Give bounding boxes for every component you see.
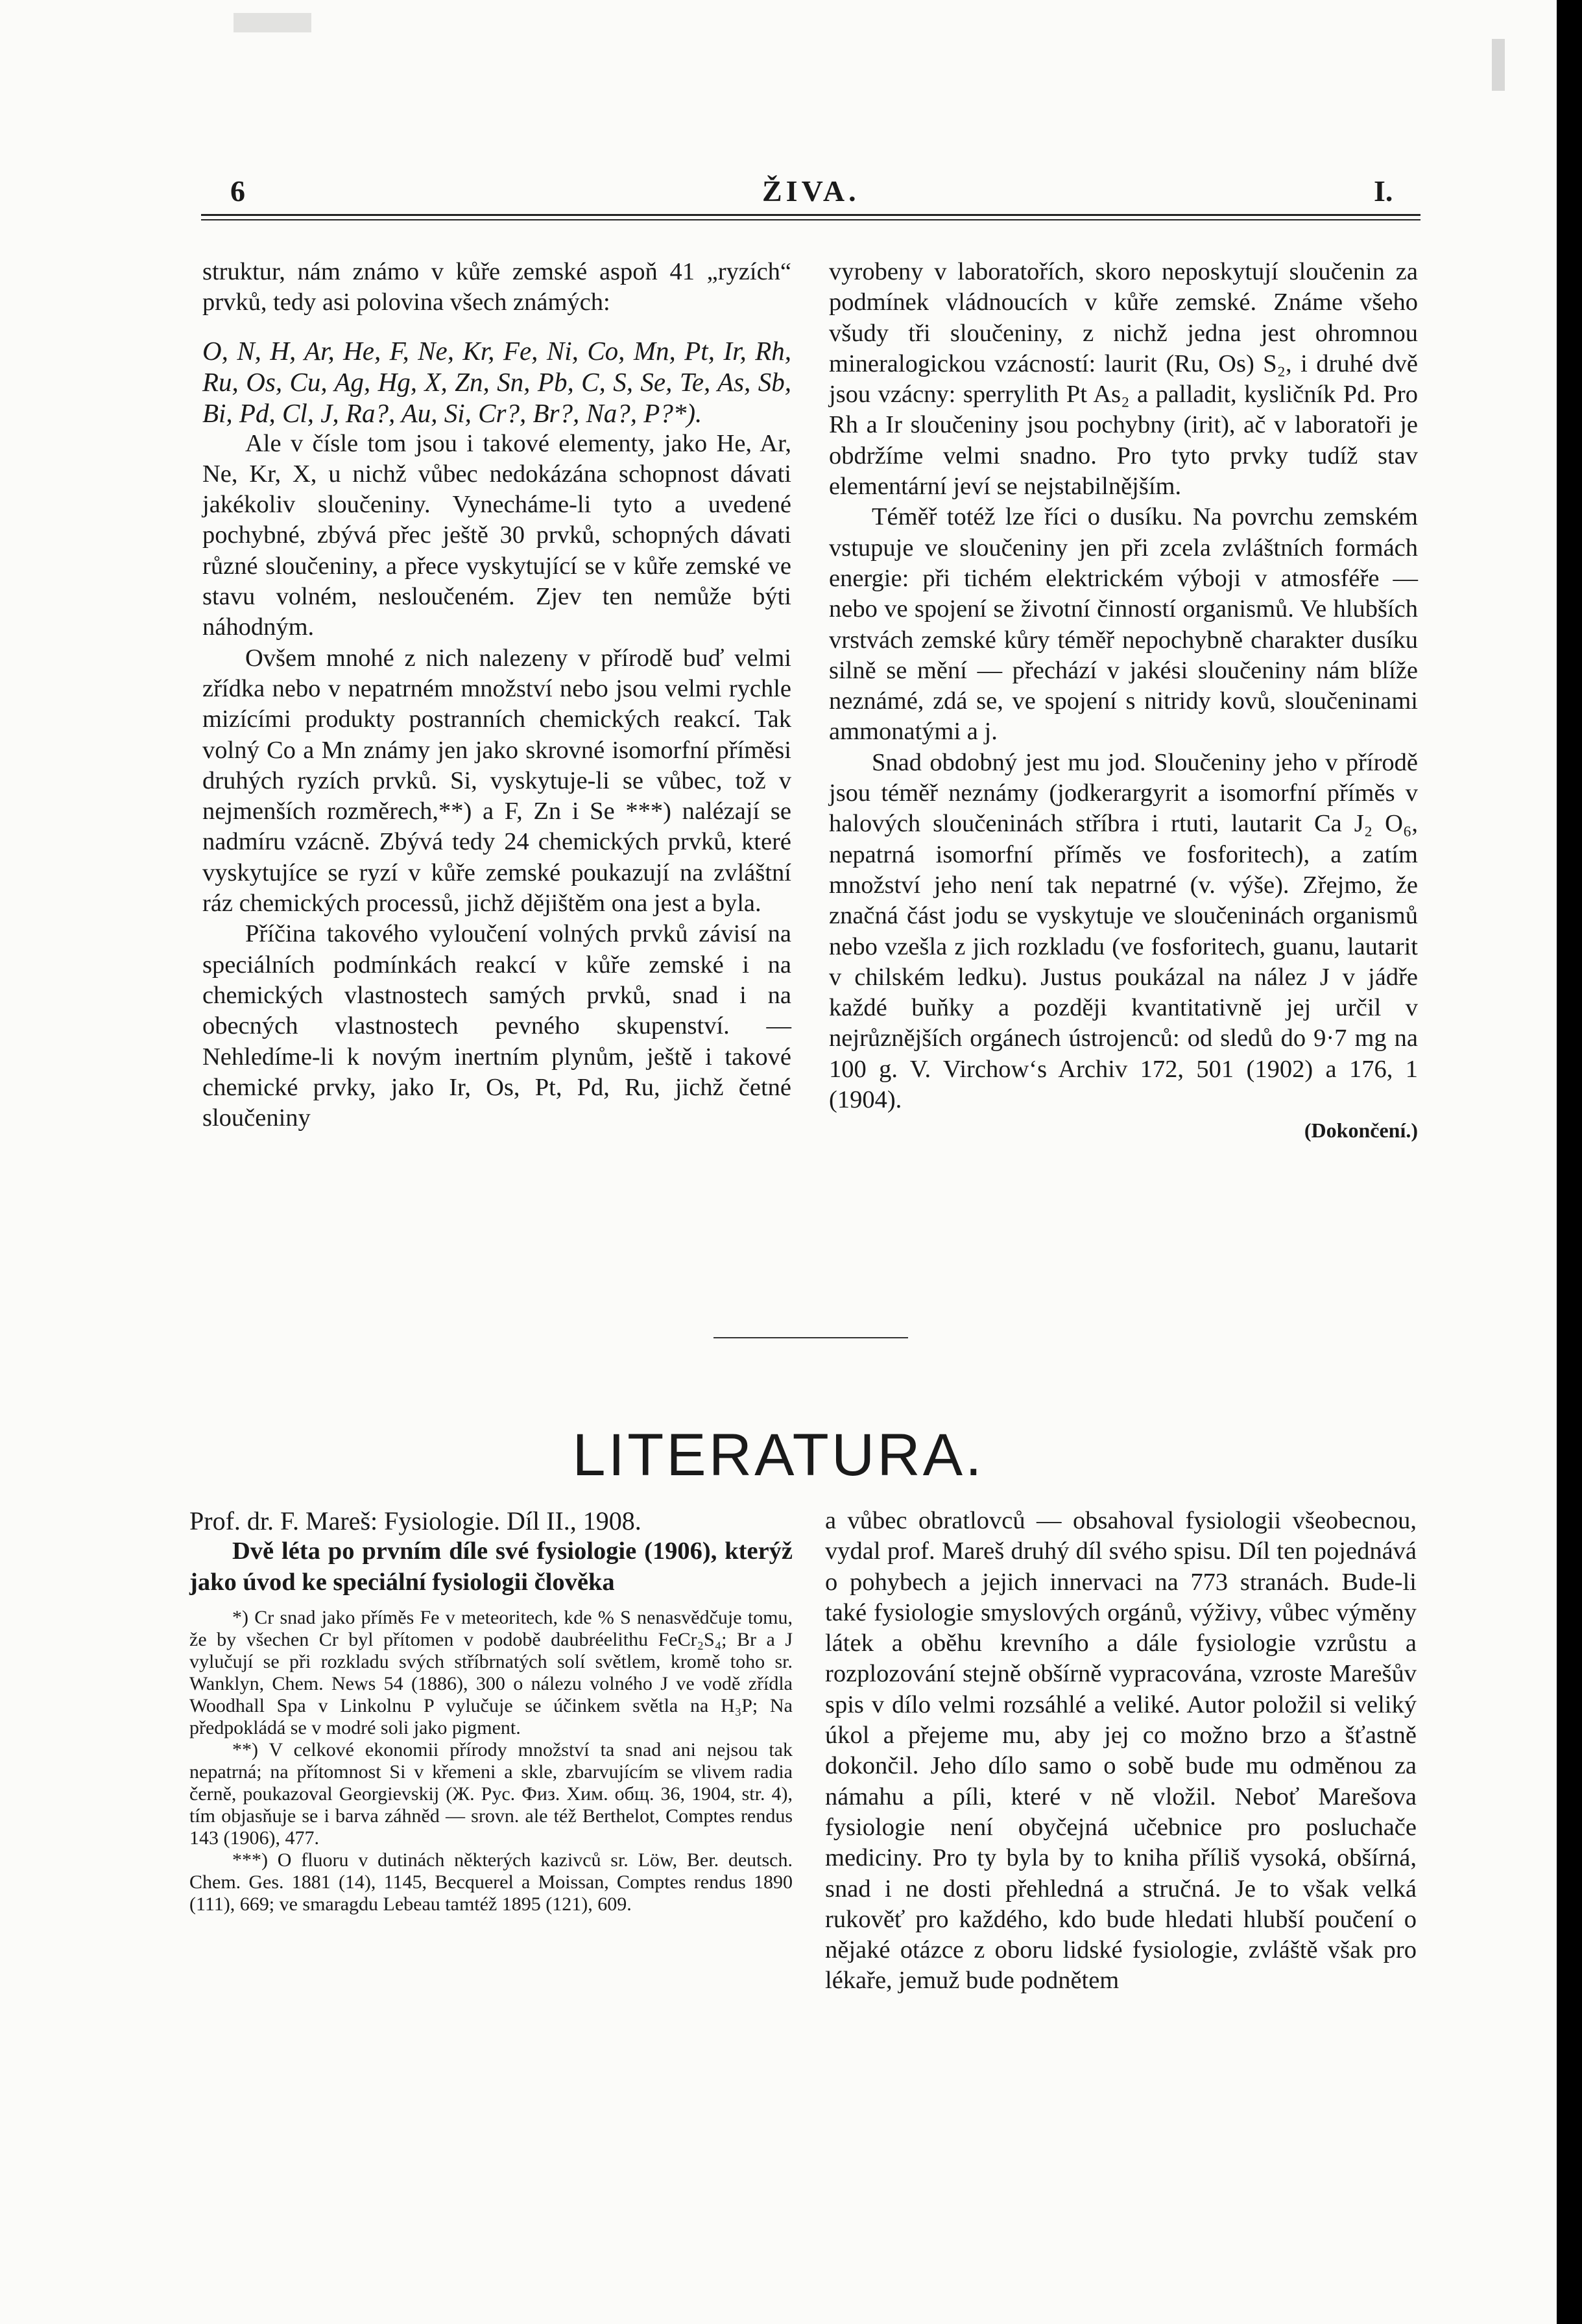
paragraph: Dvě léta po prvním díle své fysiologie (1906), kterýž jako úvod ke speciální fysiologii člověka [189, 1537, 793, 1596]
section-title: LITERATURA. [572, 1422, 985, 1488]
footnote: *) Cr snad jako příměs Fe v meteoritech, kde % S nenasvědčuje tomu, že by všechen Cr byl přítomen v podobě daubréelithu FeCr₂S₄; Br a J vylučují se při rozkladu svých stříbrnatých solí světlem, kromě toho sr. Wanklyn, Chem. News 54 (1886), 300 o nálezu volného J ve vodě zřídla Woodhall Spa v Linkolnu P vylučuje se účinkem světla na H₃P; Na předpokládá se v modré soli jako pigment. [189, 1606, 793, 1738]
review-left-column [189, 1506, 793, 1915]
paragraph: Téměř totéž lze říci o dusíku. Na povrchu zemském vstupuje ve sloučeniny jen při zcela zvláštních formách energie: při tichém elektrickém výboji v atmosféře — nebo ve spojení se životní činností organismů. Ve hlubších vrstvách zemské kůry téměř nepochybně charakter dusíku silně se mění — přechází v jakési sloučeniny nám blíže neznámé, zdá se, ve spojení s nitridy kovů, sloučeninami ammonatými a j. [829, 503, 1418, 746]
footnotes [189, 1607, 793, 1915]
paragraph: Snad obdobný jest mu jod. Sloučeniny jeho v přírodě jsou téměř neznámy (jodkerargyrit a isomorfní příměs v halových sloučeninách stříbra i rtuti, lautarit Ca J₂ O₆, nepatrná isomorfní příměs ve fosforitech), a zatím množství jeho není tak nepatrné (v. výše). Zřejmo, že značná část jodu se vyskytuje ve sloučeninách organismů nebo vzešla z jich rozkladu (ve fosforitech, guanu, lautarit v chilském ledku). Justus poukázal na nález J v jádře každé buňky a později kvantitativně jej určil v nejrůznějších orgánech ústrojenců: od sledů do 9·7 mg na 100 g. V. Virchow‘s Archiv 172, 501 (1902) a 176, 1 (1904). [829, 748, 1418, 1114]
volume-number: I. [1374, 174, 1393, 208]
journal-title: ŽIVA. [762, 174, 860, 208]
right-column [829, 257, 1418, 1146]
bibliographic-entry: Prof. dr. F. Mareš: Fysiologie. Díl II., 1908. [189, 1506, 641, 1536]
element-list: O, N, H, Ar, He, F, Ne, Kr, Fe, Ni, Co, Mn, Pt, Ir, Rh, Ru, Os, Cu, Ag, Hg, X, Zn, Sn, Pb, C, S, Se, Te, As, Sb, Bi, Pd, Cl, J, Ra?, Au, Si, Cr?, Br?, Na?, P?*). [202, 335, 791, 428]
section-divider [713, 1337, 908, 1338]
scan-mark [234, 13, 311, 32]
paragraph: vyrobeny v laboratořích, skoro neposkytují sloučenin za podmínek vládnoucích v kůře zemské. Známe všeho všudy tři sloučeniny, z nichž jedna jest ohromnou mineralogickou vzácností: laurit (Ru, Os) S₂, i druhé dvě jsou vzácny: sperrylith Pt As₂ a palladit, kysličník Pd. Pro Rh a Ir sloučeniny jsou pochybny (irit), ač v laboratoři je obdržíme velmi snadno. Pro tyto prvky tudíž stav elementární jeví se nejstabilnějším. [829, 258, 1418, 501]
paragraph: Příčina takového vyloučení volných prvků závisí na speciálních podmínkách reakcí v kůře zemské i na chemických vlastnostech samých prvků, snad i na obecných vlastnostech pevného skupenství. — Nehledíme-li k novým inertním plynům, ještě i takové chemické prvky, jako Ir, Os, Pt, Pd, Ru, jichž četné sloučeniny [202, 920, 791, 1132]
page-number: 6 [230, 174, 245, 208]
scan-mark [1492, 39, 1505, 91]
review-right-column [825, 1506, 1417, 1997]
paragraph: a vůbec obratlovců — obsahoval fysiologii všeobecnou, vydal prof. Mareš druhý díl svého spisu. Díl ten pojednává o pohybech a jejich innervaci na 773 stranách. Bude-li také fysiologie smyslových orgánů, výživy, vůbec výměny látek a oběhu krevního a dále fysiologie vzrůstu a rozplozování stejně obšírně vypracována, vzroste Marešův spis v dílo velmi rozsáhlé a veliké. Autor položil si veliký úkol a přejeme mu, aby jej co možno brzo a šťastně dokončil. Jeho dílo samo o sobě bude mu odměnou za námahu a píli, které v ně vložil. Neboť Marešova fysiologie není obyčejná učebnice pro posluchače mediciny. Pro ty byla by to kniha příliš vysoká, obšírná, snad i ne dosti přehledná a stručná. Je to však velká rukověť pro každého, kdo bude hledati hlubší poučení o nějaké otázce z oboru lidské fysiologie, zvláště však pro lékaře, jemuž bude podnětem [825, 1507, 1417, 1995]
footnote: **) V celkové ekonomii přírody množství ta snad ani nejsou tak nepatrná; na přítomnost Si v křemeni a skle, zbarvujícím se vlivem radia černě, poukazoval Georgievskij (Ж. Рус. Физ. Хим. общ. 36, 1904, str. 4), tím objasňuje se i barva záhněd — srovn. ale též Berthelot, Comptes rendus 143 (1906), 477. [189, 1738, 793, 1849]
continued-note: (Dokončení.) [1304, 1119, 1418, 1143]
paragraph: struktur, nám známo v kůře zemské aspoň 41 „ryzích“ prvků, tedy asi polovina všech známých: [202, 258, 791, 316]
paragraph: Ale v čísle tom jsou i takové elementy, jako He, Ar, Ne, Kr, X, u nichž vůbec nedokázána schopnost dávati jakékoliv sloučeniny. Vynecháme-li tyto a uvedené pochybné, zbývá přec ještě 30 prvků, schopných dávati různé sloučeniny, a přece vyskytující se v kůře zemské ve stavu volném, nesloučeném. Zjev ten nemůže býti náhodným. [202, 429, 791, 641]
header-rule [201, 214, 1420, 216]
paragraph: Ovšem mnohé z nich nalezeny v přírodě buď velmi zřídka nebo v nepatrném množství nebo jsou velmi rychle mizícími produkty postranních chemických reakcí. Tak volný Co a Mn známy jen jako skrovné isomorfní příměsi druhých ryzích prvků. Si, vyskytuje-li se vůbec, tož v nejmenších rozměrech,**) a F, Zn i Se ***) nalézají se nadmíru vzácně. Zbývá tedy 24 chemických prvků, které vyskytujíce se ryzí v kůře zemské poukazují na zvláštní ráz chemických processů, jichž dějištěm ona jest a byla. [202, 644, 791, 918]
header-rule-thin [201, 219, 1420, 220]
left-column [202, 257, 791, 1133]
footnote: ***) O fluoru v dutinách některých kazivců sr. Löw, Ber. deutsch. Chem. Ges. 1881 (14), 1145, Becquerel a Moissan, Comptes rendus 1890 (111), 669; ve smaragdu Lebeau tamtéž 1895 (121), 609. [189, 1849, 793, 1915]
